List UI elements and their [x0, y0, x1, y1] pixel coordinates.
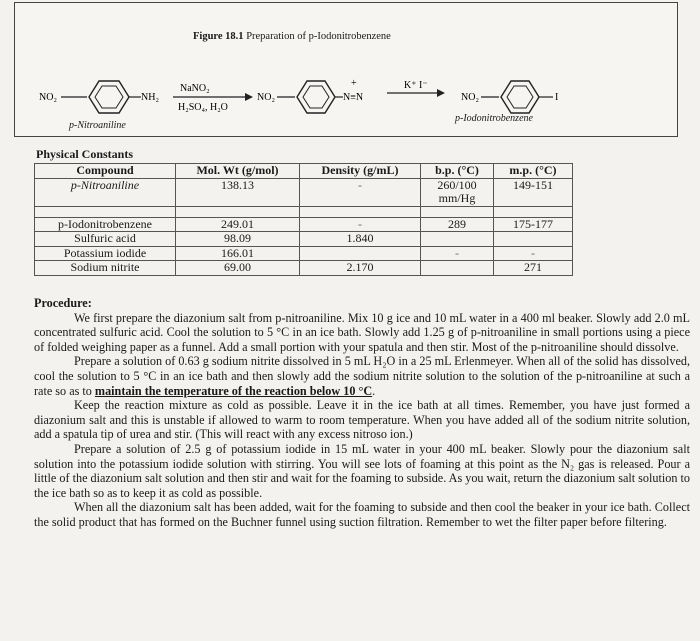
benzene-ring-end	[501, 81, 539, 113]
p2-text: Prepare a solution of 0.63 g sodium nitrite dissolved in 5 mL H₂O in a 25 mL Erlenmeyer. When all of the solid has dissolved, cool the solution to 5 °C in an ice bath and then slowly add the sodium nitrite solution to the solution of the p-nitroaniline at such a rate so as to	[34, 354, 690, 398]
cell-mol-wt: 138.13	[176, 178, 300, 206]
header-mp: m.p. (°C)	[494, 164, 573, 179]
table-header-row	[35, 164, 573, 179]
reagent-acid: H₂SO₄, H₂O	[178, 102, 228, 113]
cell-mp: 149-151	[494, 178, 573, 206]
start-amine-label: NH₂	[141, 92, 159, 103]
cell-bp: 260/100 mm/Hg	[421, 178, 494, 206]
cell-compound: p-Iodonitrobenzene	[35, 217, 176, 232]
procedure-paragraph-1: We first prepare the diazonium salt from p-nitroaniline. Mix 10 g ice and 10 mL water in a 400 ml beaker. Slowly add 2.0 mL concentrated sulfuric acid. Cool the solution to 5 °C in an ice bath. Slowly add 1.25 g of p-nitroaniline in small portions using a piece of folded weighing paper as a funnel. Add a small portion with your spatula and then stir. Most of the p-nitroaniline should dissolve.	[34, 310, 690, 354]
mid-nitro-label: NO₂	[257, 92, 275, 103]
procedure-paragraph-4: Prepare a solution of 2.5 g of potassium iodide in 15 mL water in your 400 mL beaker. Slowly pour the diazonium salt solution into the potassium iodide solution with stirring. You will see lots of foaming at this point as the N₂ gas is released. Pour a little of the diazonium salt solution and then stir and wait for the foaming to subside. As you wait, return the diazonium salt solution to the ice bath so as to keep it as cold as possible.	[34, 441, 690, 500]
cell-compound: Potassium iodide	[35, 246, 176, 261]
cell-mp: 271	[494, 261, 573, 276]
cell-density: -	[300, 217, 421, 232]
physical-constants-title: Physical Constants	[36, 147, 134, 161]
physical-constants-table	[34, 163, 573, 276]
cell-compound: Sodium nitrite	[35, 261, 176, 276]
cell-compound: p-Nitroaniline	[35, 178, 176, 206]
table-row	[35, 217, 573, 232]
cell-bp	[421, 206, 494, 217]
cell-density	[300, 206, 421, 217]
benzene-ring-mid	[297, 81, 335, 113]
figure-box	[14, 2, 678, 137]
header-mol-wt: Mol. Wt (g/mol)	[176, 164, 300, 179]
cell-density	[300, 246, 421, 261]
cell-mol-wt: 249.01	[176, 217, 300, 232]
end-iodo-label: I	[555, 92, 559, 103]
p2-emphasis: maintain the temperature of the reaction below 10 °C	[94, 383, 373, 398]
table-row	[35, 246, 573, 261]
header-compound: Compound	[35, 164, 176, 179]
cell-bp	[421, 232, 494, 247]
arrowhead-icon	[437, 89, 445, 97]
procedure-paragraph-5: When all the diazonium salt has been added, wait for the foaming to subside and then cool the beaker in your ice bath. Collect the solid product that has formed on the Buchner funnel using suction filtration. Remember to wet the filter paper before filtering.	[34, 500, 690, 529]
reaction-scheme	[15, 3, 677, 136]
end-nitro-label: NO₂	[461, 92, 479, 103]
label-p-iodonitrobenzene: p-Iodonitrobenzene	[455, 113, 533, 124]
cell-mol-wt: 98.09	[176, 232, 300, 247]
table-row	[35, 178, 573, 206]
cell-mol-wt: 69.00	[176, 261, 300, 276]
reagent-nano2: NaNO₂	[180, 83, 210, 94]
procedure-paragraph-2	[34, 354, 690, 398]
table-row	[35, 261, 573, 276]
start-nitro-label: NO₂	[39, 92, 57, 103]
mid-diazo-label: N≡N	[343, 92, 364, 103]
cell-mp	[494, 232, 573, 247]
label-p-nitroaniline: p-Nitroaniline	[69, 120, 126, 131]
cell-bp	[421, 261, 494, 276]
cell-mp: 175-177	[494, 217, 573, 232]
reagent-ki: K⁺ I⁻	[404, 80, 428, 91]
table-row	[35, 232, 573, 247]
header-bp: b.p. (°C)	[421, 164, 494, 179]
procedure-section	[34, 296, 690, 530]
diazonium-plus: +	[351, 78, 357, 89]
figure-number: Figure 18.1	[193, 31, 244, 42]
cell-density: -	[300, 178, 421, 206]
cell-bp: -	[421, 246, 494, 261]
table-row	[35, 206, 573, 217]
cell-density: 2.170	[300, 261, 421, 276]
cell-mol-wt: 166.01	[176, 246, 300, 261]
header-density: Density (g/mL)	[300, 164, 421, 179]
cell-mp	[494, 206, 573, 217]
arrowhead-icon	[245, 93, 253, 101]
cell-mp: -	[494, 246, 573, 261]
figure-caption: Preparation of p-Iodonitrobenzene	[246, 31, 391, 42]
benzene-ring-start	[89, 81, 129, 113]
cell-bp: 289	[421, 217, 494, 232]
procedure-paragraph-3: Keep the reaction mixture as cold as possible. Leave it in the ice bath at all times. Remember, you have just formed a diazonium salt and this is unstable if allowed to warm to room temperature. When you have added all of the sodium nitrite solution, add a spatula tip of urea and stir. (This will react with any excess nitroso ion.)	[34, 398, 690, 442]
p2-end: .	[372, 383, 376, 398]
cell-mol-wt	[176, 206, 300, 217]
cell-compound: Sulfuric acid	[35, 232, 176, 247]
cell-density: 1.840	[300, 232, 421, 247]
cell-compound	[35, 206, 176, 217]
procedure-heading: Procedure:	[34, 296, 92, 310]
